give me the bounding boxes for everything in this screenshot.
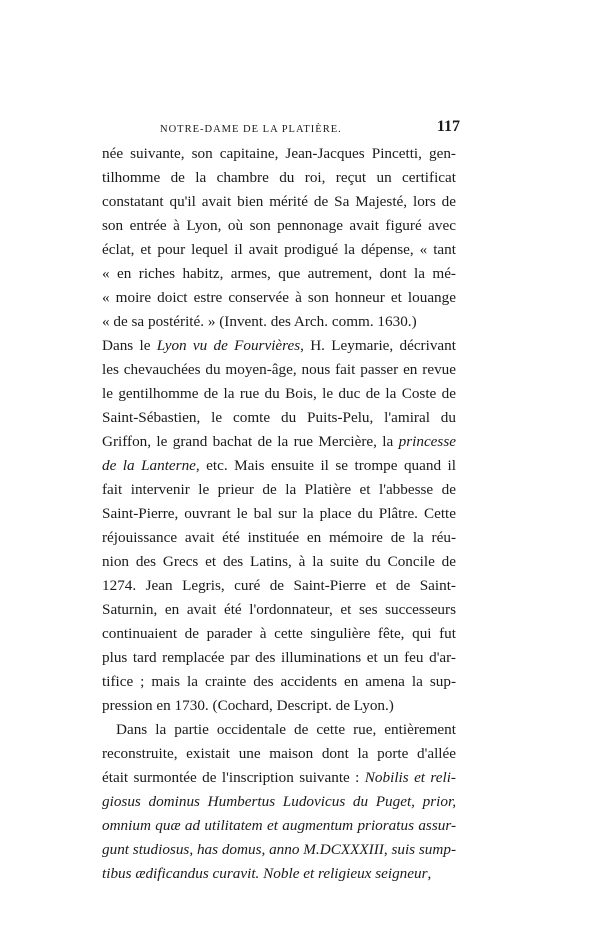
text-segment: giosus dominus Humbertus Ludovicus du Puget, prior, (102, 793, 456, 810)
text-segment: Saint-Sébastien, le comte du Puits-Pelu, l'amiral du (102, 409, 456, 426)
text-segment: Saint-Pierre, ouvrant le bal sur la place du Plâtre. Cette (102, 505, 456, 522)
text-line (102, 598, 456, 622)
text-line (102, 310, 456, 334)
text-line (102, 214, 456, 238)
text-segment: reconstruite, existait une maison dont la porte d'allée (102, 745, 456, 762)
text-segment: constatant qu'il avait bien mérité de Sa Majesté, lors de (102, 193, 456, 210)
text-line (102, 286, 456, 310)
text-segment: gunt studiosus, has domus, anno (102, 841, 304, 858)
text-segment: était surmontée de l'inscription suivante : (102, 769, 365, 786)
text-line (102, 502, 456, 526)
text-line (102, 454, 456, 478)
text-segment: continuaient de parader à cette singulière fête, qui fut (102, 625, 456, 642)
text-line (102, 166, 456, 190)
text-segment: éclat, et pour lequel il avait prodigué la dépense, « tant (102, 241, 456, 258)
text-segment: fait intervenir le prieur de la Platière et l'abbesse de (102, 481, 456, 498)
text-line (102, 814, 456, 838)
text-segment: Saturnin, en avait été l'ordonnateur, et ses successeurs (102, 601, 456, 618)
text-line (102, 574, 456, 598)
text-segment: tibus ædificandus curavit. Noble et religieux seigneur (102, 865, 428, 882)
text-segment: le gentilhomme de la rue du Bois, le duc de la Coste de (102, 385, 456, 402)
text-line (102, 622, 456, 646)
text-segment: nion des Grecs et des Latins, à la suite du Concile de (102, 553, 456, 570)
text-segment: , etc. Mais ensuite il se trompe quand il (195, 457, 456, 474)
text-segment: princesse (398, 433, 456, 450)
text-line (102, 334, 456, 358)
text-line (102, 790, 456, 814)
text-segment: omnium quæ ad utilitatem et augmentum prioratus assur- (102, 817, 456, 834)
text-segment: Dans le (102, 337, 157, 354)
text-line (102, 430, 456, 454)
text-line (102, 550, 456, 574)
text-segment: « en riches habitz, armes, que autrement, dont la mé- (102, 265, 456, 282)
text-line (102, 526, 456, 550)
text-segment: M.DCXXXIII (303, 841, 384, 858)
text-segment: 1274. Jean Legris, curé de Saint-Pierre et de Saint- (102, 577, 456, 594)
text-line (102, 646, 456, 670)
text-line (102, 358, 456, 382)
text-line (102, 478, 456, 502)
text-segment: plus tard remplacée par des illuminations et un feu d'ar- (102, 649, 456, 666)
text-line (102, 382, 456, 406)
text-line (102, 262, 456, 286)
text-segment: son entrée à Lyon, où son pennonage avait figuré avec (102, 217, 456, 234)
text-segment: , (427, 865, 432, 882)
page-header (160, 118, 460, 140)
text-segment: , (383, 841, 392, 858)
text-segment: née suivante, son capitaine, Jean-Jacques Pincetti, gen- (102, 145, 456, 162)
text-segment: pression en 1730. (Cochard, Descript. de Lyon.) (102, 697, 394, 714)
text-line (102, 238, 456, 262)
text-line (102, 742, 456, 766)
text-segment: Lyon vu de Fourvières (156, 337, 301, 354)
body-text (102, 142, 456, 886)
text-segment: , H. Leymarie, décrivant (300, 337, 456, 354)
text-segment: Nobilis et reli- (364, 769, 456, 786)
text-segment: de la Lanterne (102, 457, 196, 474)
text-segment: « moire doict estre conservée à son honneur et louange (102, 289, 456, 306)
text-segment: tilhomme de la chambre du roi, reçut un certificat (102, 169, 456, 186)
text-segment: réjouissance avait été instituée en mémoire de la réu- (102, 529, 456, 546)
text-line (102, 142, 456, 166)
text-line (102, 718, 456, 742)
text-segment: les chevauchées du moyen-âge, nous fait passer en revue (102, 361, 456, 378)
text-line (102, 670, 456, 694)
text-line (102, 406, 456, 430)
text-line (102, 838, 456, 862)
text-segment: Griffon, le grand bachat de la rue Mercière, la (102, 433, 399, 450)
text-segment: Dans la partie occidentale de cette rue, entièrement (116, 721, 456, 738)
text-line (102, 190, 456, 214)
text-segment: suis sump- (391, 841, 456, 858)
text-line (102, 694, 456, 718)
text-segment: tifice ; mais la crainte des accidents en amena la sup- (102, 673, 456, 690)
text-line (102, 766, 456, 790)
page-number: 117 (436, 118, 460, 135)
running-title: NOTRE-DAME DE LA PLATIÈRE. (160, 124, 342, 135)
text-segment: « de sa postérité. » (Invent. des Arch. comm. 1630.) (102, 313, 417, 330)
text-line (102, 862, 456, 886)
